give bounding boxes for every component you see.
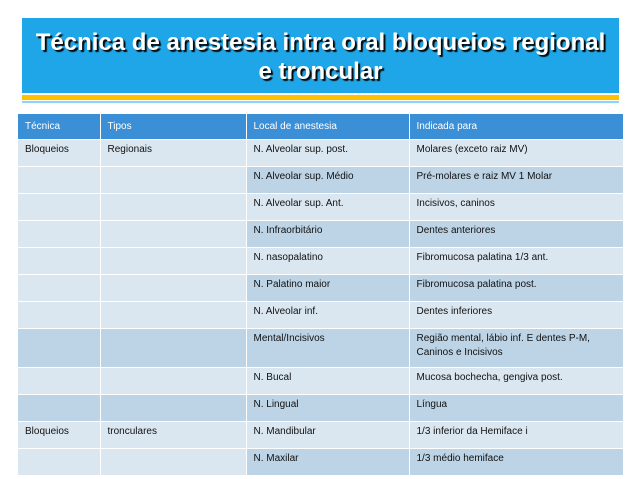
cell-local: N. Palatino maior (246, 275, 409, 302)
cell-tecnica (18, 449, 100, 476)
cell-tecnica: Bloqueios (18, 422, 100, 449)
cell-tipos (100, 329, 246, 368)
cell-local: N. Alveolar inf. (246, 302, 409, 329)
table-row (18, 368, 623, 395)
cell-indicada: Molares (exceto raiz MV) (409, 140, 623, 167)
cell-local: Mental/Incisivos (246, 329, 409, 368)
cell-tecnica: Bloqueios (18, 140, 100, 167)
table-row (18, 194, 623, 221)
cell-tecnica (18, 368, 100, 395)
table-row (18, 248, 623, 275)
table-row (18, 329, 623, 368)
cell-indicada: Língua (409, 395, 623, 422)
title-underline-yellow (22, 95, 619, 100)
cell-indicada: Dentes anteriores (409, 221, 623, 248)
cell-tecnica (18, 221, 100, 248)
header-local: Local de anestesia (246, 114, 409, 140)
slide-title (22, 18, 619, 93)
cell-tipos (100, 449, 246, 476)
table-row (18, 140, 623, 167)
table-row (18, 422, 623, 449)
cell-tipos (100, 194, 246, 221)
cell-tipos (100, 248, 246, 275)
cell-tipos (100, 395, 246, 422)
cell-indicada: Mucosa bochecha, gengiva post. (409, 368, 623, 395)
cell-local: N. Alveolar sup. Médio (246, 167, 409, 194)
cell-local: N. nasopalatino (246, 248, 409, 275)
table-row (18, 221, 623, 248)
cell-indicada: Região mental, lábio inf. E dentes P-M, Caninos e Incisivos (409, 329, 623, 368)
cell-indicada: Fibromucosa palatina post. (409, 275, 623, 302)
cell-tipos (100, 275, 246, 302)
table-row (18, 395, 623, 422)
cell-local: N. Alveolar sup. post. (246, 140, 409, 167)
cell-local: N. Lingual (246, 395, 409, 422)
cell-tecnica (18, 167, 100, 194)
table-header-row (18, 114, 623, 140)
cell-tecnica (18, 395, 100, 422)
cell-indicada: Incisivos, caninos (409, 194, 623, 221)
cell-tipos: Regionais (100, 140, 246, 167)
cell-indicada: Fibromucosa palatina 1/3 ant. (409, 248, 623, 275)
cell-tecnica (18, 302, 100, 329)
cell-tipos (100, 368, 246, 395)
anesthesia-table (18, 114, 624, 475)
header-indicada: Indicada para (409, 114, 623, 140)
cell-tipos (100, 167, 246, 194)
table-row (18, 275, 623, 302)
cell-tecnica (18, 194, 100, 221)
table-row (18, 167, 623, 194)
slide-title-line-1: Técnica de anestesia intra oral bloqueios regional (35, 29, 606, 56)
cell-indicada: 1/3 inferior da Hemiface i (409, 422, 623, 449)
cell-tecnica (18, 275, 100, 302)
header-tecnica: Técnica (18, 114, 100, 140)
cell-indicada: Dentes inferiores (409, 302, 623, 329)
cell-local: N. Mandibular (246, 422, 409, 449)
cell-local: N. Alveolar sup. Ant. (246, 194, 409, 221)
cell-indicada: Pré-molares e raiz MV 1 Molar (409, 167, 623, 194)
cell-tecnica (18, 248, 100, 275)
table-row (18, 449, 623, 476)
cell-tipos (100, 221, 246, 248)
cell-local: N. Maxilar (246, 449, 409, 476)
cell-tipos: tronculares (100, 422, 246, 449)
slide-title-line-2: e troncular (258, 58, 383, 85)
title-underline-blue (22, 101, 619, 103)
cell-tipos (100, 302, 246, 329)
header-tipos: Tipos (100, 114, 246, 140)
cell-indicada: 1/3 médio hemiface (409, 449, 623, 476)
cell-tecnica (18, 329, 100, 368)
cell-local: N. Bucal (246, 368, 409, 395)
table-row (18, 302, 623, 329)
cell-local: N. Infraorbitário (246, 221, 409, 248)
